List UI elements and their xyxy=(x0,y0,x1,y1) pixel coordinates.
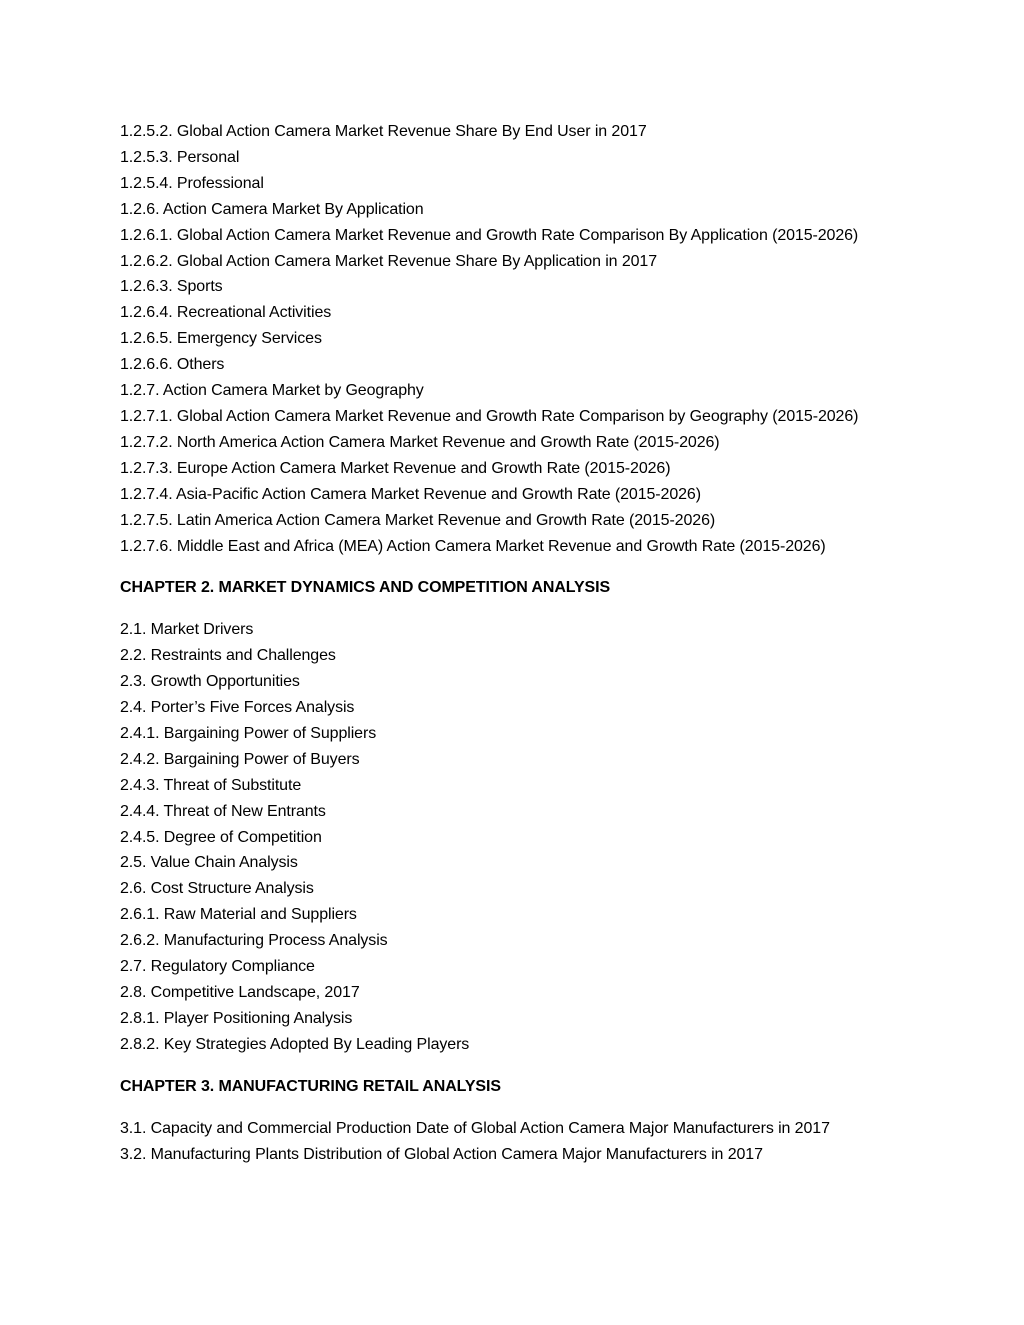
toc-entry: 1.2.5.2. Global Action Camera Market Revenue Share By End User in 2017 xyxy=(120,123,647,140)
toc-entry: 1.2.6. Action Camera Market By Application xyxy=(120,200,424,218)
toc-entry: 2.7. Regulatory Compliance xyxy=(120,958,315,976)
toc-entry: 3.2. Manufacturing Plants Distribution of Global Action Camera Major Manufacturers in 2017 xyxy=(120,1145,763,1163)
toc-entry: 2.4.2. Bargaining Power of Buyers xyxy=(120,750,360,768)
toc-entry: 1.2.5.4. Professional xyxy=(120,174,264,192)
toc-entry: 2.8.2. Key Strategies Adopted By Leading Players xyxy=(120,1035,470,1053)
toc-entry: 2.8.1. Player Positioning Analysis xyxy=(120,1009,353,1027)
chapter-2-heading: CHAPTER 2. MARKET DYNAMICS AND COMPETITION ANALYSIS xyxy=(120,579,611,597)
toc-entry: 2.2. Restraints and Challenges xyxy=(120,647,336,665)
chapter-3-heading: CHAPTER 3. MANUFACTURING RETAIL ANALYSIS xyxy=(120,1077,501,1095)
toc-section-1 xyxy=(120,119,910,559)
toc-entry: 1.2.7.2. North America Action Camera Market Revenue and Growth Rate (2015-2026) xyxy=(120,433,720,451)
toc-entry: 1.2.7.3. Europe Action Camera Market Revenue and Growth Rate (2015-2026) xyxy=(120,459,671,477)
toc-entry: 2.5. Value Chain Analysis xyxy=(120,854,298,872)
toc-entry: 2.4.4. Threat of New Entrants xyxy=(120,802,326,820)
toc-entry: 2.4.1. Bargaining Power of Suppliers xyxy=(120,724,377,742)
toc-entry: 1.2.6.6. Others xyxy=(120,356,225,374)
document-page xyxy=(120,119,910,1167)
toc-entry: 1.2.7.1. Global Action Camera Market Revenue and Growth Rate Comparison by Geography (2015-2026) xyxy=(120,407,859,425)
toc-entry: 1.2.5.3. Personal xyxy=(120,148,240,166)
toc-entry: 2.8. Competitive Landscape, 2017 xyxy=(120,984,360,1001)
toc-entry: 1.2.6.3. Sports xyxy=(120,278,223,296)
toc-entry: 1.2.6.1. Global Action Camera Market Revenue and Growth Rate Comparison By Application (2015-2026) xyxy=(120,226,859,244)
toc-entry: 2.4.3. Threat of Substitute xyxy=(120,776,302,794)
toc-entry: 1.2.7.6. Middle East and Africa (MEA) Action Camera Market Revenue and Growth Rate (2015-2026) xyxy=(120,537,826,555)
toc-entry: 1.2.7.4. Asia-Pacific Action Camera Market Revenue and Growth Rate (2015-2026) xyxy=(120,485,701,503)
toc-entry: 1.2.6.5. Emergency Services xyxy=(120,330,322,348)
toc-entry: 1.2.7.5. Latin America Action Camera Market Revenue and Growth Rate (2015-2026) xyxy=(120,511,716,529)
toc-chapter-2 xyxy=(120,575,910,1057)
toc-entry: 3.1. Capacity and Commercial Production Date of Global Action Camera Major Manufacturers in 2017 xyxy=(120,1119,830,1137)
toc-entry: 2.6. Cost Structure Analysis xyxy=(120,880,314,898)
toc-chapter-3 xyxy=(120,1074,910,1168)
toc-entry: 1.2.7. Action Camera Market by Geography xyxy=(120,382,424,400)
toc-entry: 2.3. Growth Opportunities xyxy=(120,673,300,691)
toc-entry: 2.1. Market Drivers xyxy=(120,621,254,639)
toc-entry: 2.4.5. Degree of Competition xyxy=(120,828,322,846)
toc-entry: 1.2.6.2. Global Action Camera Market Revenue Share By Application in 2017 xyxy=(120,252,658,270)
toc-entry: 1.2.6.4. Recreational Activities xyxy=(120,304,332,322)
toc-entry: 2.4. Porter’s Five Forces Analysis xyxy=(120,699,355,717)
toc-entry: 2.6.2. Manufacturing Process Analysis xyxy=(120,932,388,950)
toc-entry: 2.6.1. Raw Material and Suppliers xyxy=(120,906,357,924)
